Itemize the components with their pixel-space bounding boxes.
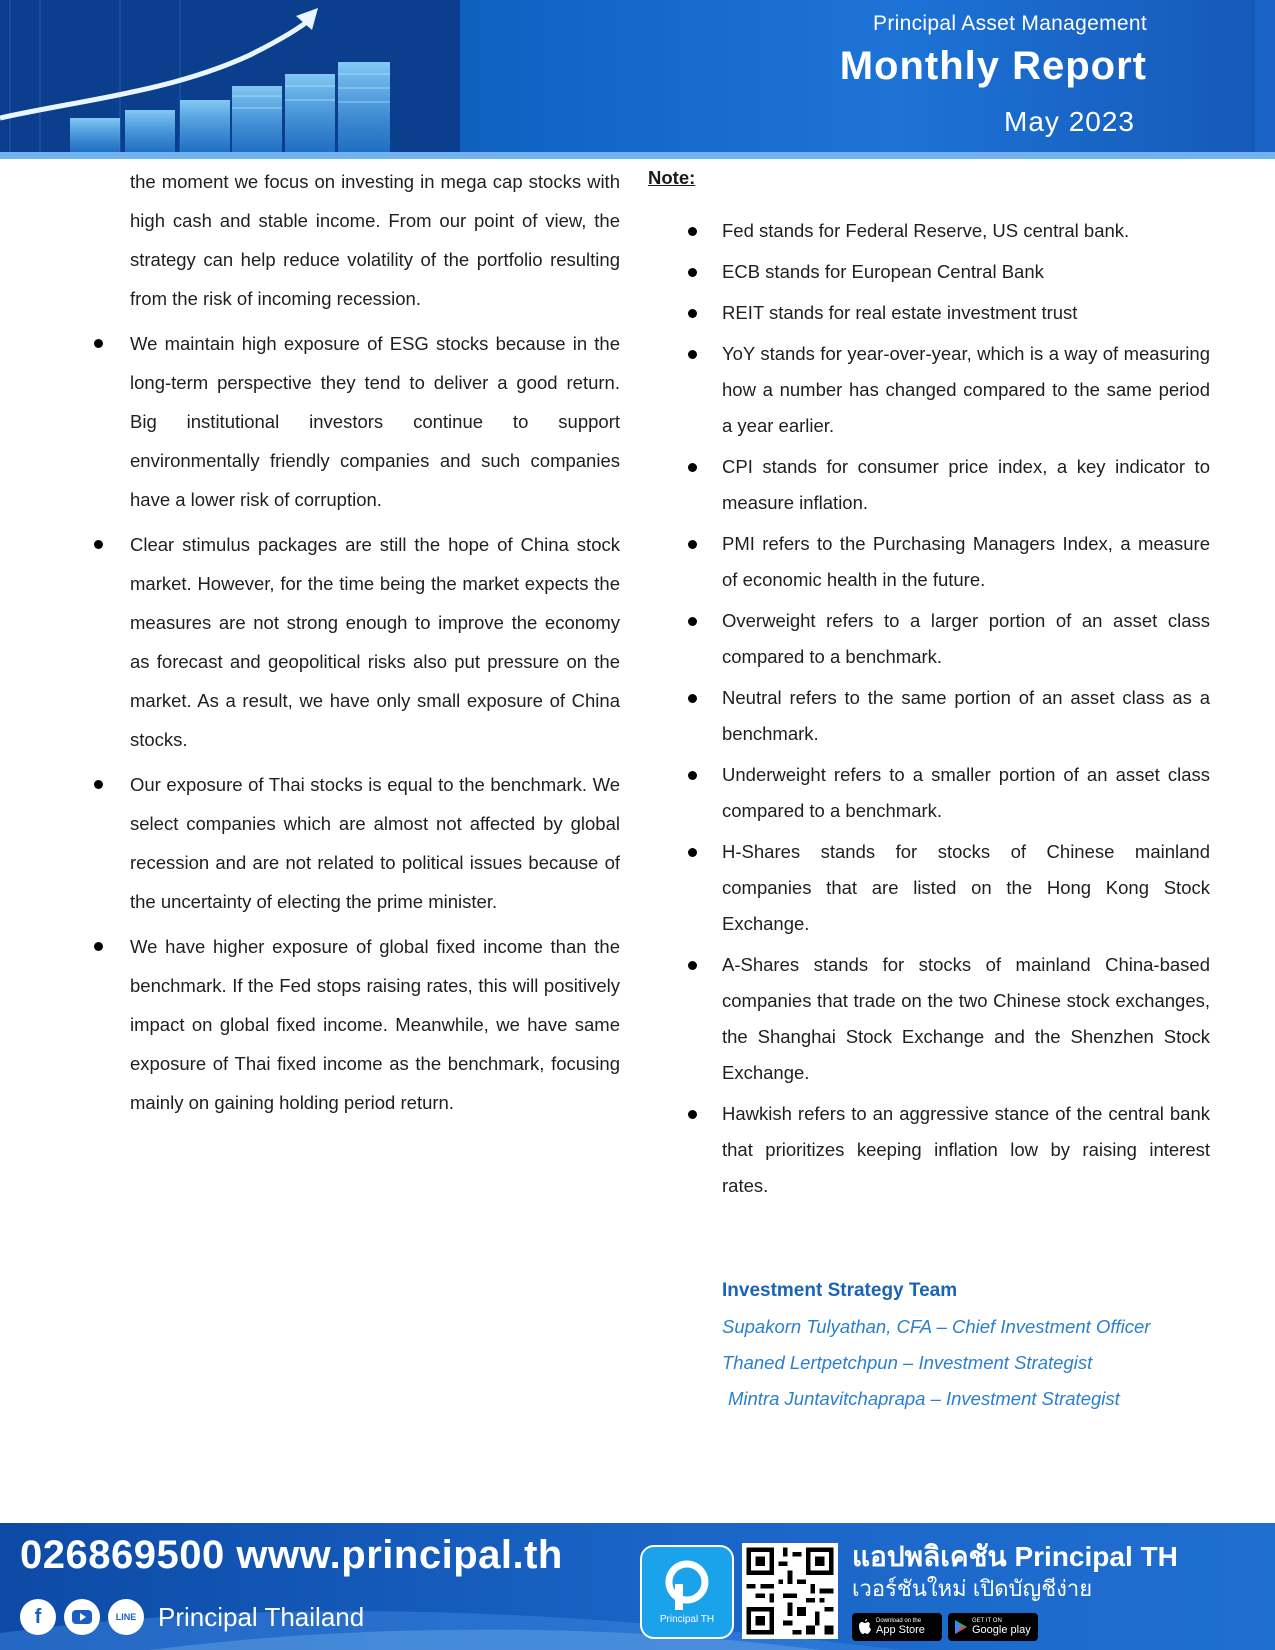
bullet-icon bbox=[688, 540, 697, 549]
bullet-icon bbox=[688, 463, 697, 472]
list-item-text: We have higher exposure of global fixed income than the benchmark. If the Fed stops raising rates, this will positively impact on global fixed income. Meanwhile, we have same exposure of Thai fixed income as the benchmark, focusing mainly on gaining holding period return. bbox=[130, 936, 620, 1113]
note-item bbox=[648, 449, 1210, 521]
notes-column bbox=[648, 162, 1210, 1209]
strategy-column bbox=[90, 162, 620, 1128]
note-item bbox=[648, 680, 1210, 752]
note-text: A-Shares stands for stocks of mainland China-based companies that trade on the two Chinese stock exchanges, the Shanghai Stock Exchange and the Shenzhen Stock Exchange. bbox=[722, 954, 1210, 1083]
google-play-small-text: GET IT ON bbox=[972, 1618, 1002, 1624]
list-item bbox=[90, 927, 620, 1122]
note-item bbox=[648, 1096, 1210, 1204]
note-item bbox=[648, 947, 1210, 1091]
line-icon[interactable]: LINE bbox=[108, 1599, 144, 1635]
app-subtitle: เวอร์ชันใหม่ เปิดบัญชีง่าย bbox=[852, 1576, 1093, 1601]
header-divider bbox=[0, 152, 1275, 159]
list-item-text: Clear stimulus packages are still the hope of China stock market. However, for the time being the market expects the measures are not strong enough to improve the economy as forecast and geopolitical risks also put pressure on the market. As a result, we have only small exposure of China stocks. bbox=[130, 534, 620, 750]
bullet-icon bbox=[688, 1110, 697, 1119]
organization-name: Principal Asset Management bbox=[873, 12, 1147, 35]
app-logo-label: Principal TH bbox=[659, 1613, 715, 1625]
report-header bbox=[0, 0, 1275, 152]
google-play-icon bbox=[954, 1619, 968, 1635]
bullet-icon bbox=[94, 540, 103, 549]
bullet-icon bbox=[688, 771, 697, 780]
note-item bbox=[648, 757, 1210, 829]
note-text: Underweight refers to a smaller portion of an asset class compared to a benchmark. bbox=[722, 764, 1210, 821]
bullet-icon bbox=[94, 339, 103, 348]
investment-team bbox=[722, 1280, 1222, 1424]
note-text: Hawkish refers to an aggressive stance of the central bank that prioritizes keeping inflation low by raising interest rates. bbox=[722, 1103, 1210, 1196]
note-text: Neutral refers to the same portion of an asset class as a benchmark. bbox=[722, 687, 1210, 744]
bullet-icon bbox=[94, 780, 103, 789]
note-text: REIT stands for real estate investment trust bbox=[722, 302, 1078, 323]
phone-and-website[interactable]: 026869500 www.principal.th bbox=[20, 1533, 563, 1577]
bullet-icon bbox=[688, 309, 697, 318]
note-text: YoY stands for year-over-year, which is a way of measuring how a number has changed compared to the same period a year earlier. bbox=[722, 343, 1210, 436]
team-title: Investment Strategy Team bbox=[722, 1280, 958, 1301]
note-text: CPI stands for consumer price index, a key indicator to measure inflation. bbox=[722, 456, 1210, 513]
note-item bbox=[648, 254, 1210, 290]
principal-logo-icon bbox=[665, 1560, 709, 1612]
notes-heading: Note: bbox=[648, 167, 696, 188]
note-item bbox=[648, 295, 1210, 331]
list-item-text: Our exposure of Thai stocks is equal to the benchmark. We select companies which are almost not affected by global recession and are not related to political issues because of the uncertainty of electing the prime minister. bbox=[130, 774, 620, 912]
bullet-icon bbox=[688, 848, 697, 857]
bullet-icon bbox=[688, 268, 697, 277]
note-text: PMI refers to the Purchasing Managers Index, a measure of economic health in the future. bbox=[722, 533, 1210, 590]
note-text: Fed stands for Federal Reserve, US central bank. bbox=[722, 220, 1130, 241]
list-item bbox=[90, 765, 620, 921]
apple-icon bbox=[858, 1619, 872, 1635]
list-item-text: We maintain high exposure of ESG stocks because in the long-term perspective they tend to deliver a good return. Big institutional investors continue to support environmentally friendly companies and such companies have a lower risk of corruption. bbox=[130, 333, 620, 510]
header-edge bbox=[1255, 0, 1275, 152]
google-play-text: Google play bbox=[972, 1624, 1031, 1636]
app-store-text: App Store bbox=[876, 1624, 925, 1636]
report-title: Monthly Report bbox=[839, 44, 1147, 88]
social-links bbox=[20, 1599, 364, 1635]
list-item bbox=[90, 324, 620, 519]
note-item bbox=[648, 213, 1210, 249]
bullet-icon bbox=[688, 227, 697, 236]
bullet-icon bbox=[688, 617, 697, 626]
bullet-icon bbox=[688, 961, 697, 970]
app-logo[interactable] bbox=[640, 1545, 734, 1639]
youtube-icon[interactable] bbox=[64, 1599, 100, 1635]
facebook-icon[interactable]: f bbox=[20, 1599, 56, 1635]
app-store-small-text: Download on the bbox=[876, 1618, 922, 1624]
qr-code-icon[interactable] bbox=[742, 1543, 838, 1639]
app-store-badge[interactable] bbox=[852, 1613, 942, 1641]
bullet-icon bbox=[688, 694, 697, 703]
note-text: H-Shares stands for stocks of Chinese mainland companies that are listed on the Hong Kong Stock Exchange. bbox=[722, 841, 1210, 934]
continued-paragraph: the moment we focus on investing in mega cap stocks with high cash and stable income. From our point of view, the strategy can help reduce volatility of the portfolio resulting from the risk of incoming recession. bbox=[130, 171, 620, 309]
team-member: Thaned Lertpetchpun – Investment Strategist bbox=[722, 1352, 1093, 1373]
list-item bbox=[90, 525, 620, 759]
note-item bbox=[648, 336, 1210, 444]
team-member: Mintra Juntavitchaprapa – Investment Strategist bbox=[728, 1388, 1120, 1409]
app-title: แอปพลิเคชัน Principal TH bbox=[852, 1541, 1178, 1572]
team-member: Supakorn Tulyathan, CFA – Chief Investment Officer bbox=[722, 1316, 1151, 1337]
social-account-name: Principal Thailand bbox=[158, 1601, 365, 1632]
google-play-badge[interactable] bbox=[948, 1613, 1038, 1641]
bullet-icon bbox=[94, 942, 103, 951]
note-item bbox=[648, 603, 1210, 675]
note-text: ECB stands for European Central Bank bbox=[722, 261, 1044, 282]
contact-footer bbox=[0, 1523, 1275, 1650]
bullet-icon bbox=[688, 350, 697, 359]
report-date: May 2023 bbox=[1004, 106, 1135, 137]
note-item bbox=[648, 526, 1210, 598]
growth-chart-graphic bbox=[0, 0, 460, 152]
note-item bbox=[648, 834, 1210, 942]
note-text: Overweight refers to a larger portion of an asset class compared to a benchmark. bbox=[722, 610, 1210, 667]
